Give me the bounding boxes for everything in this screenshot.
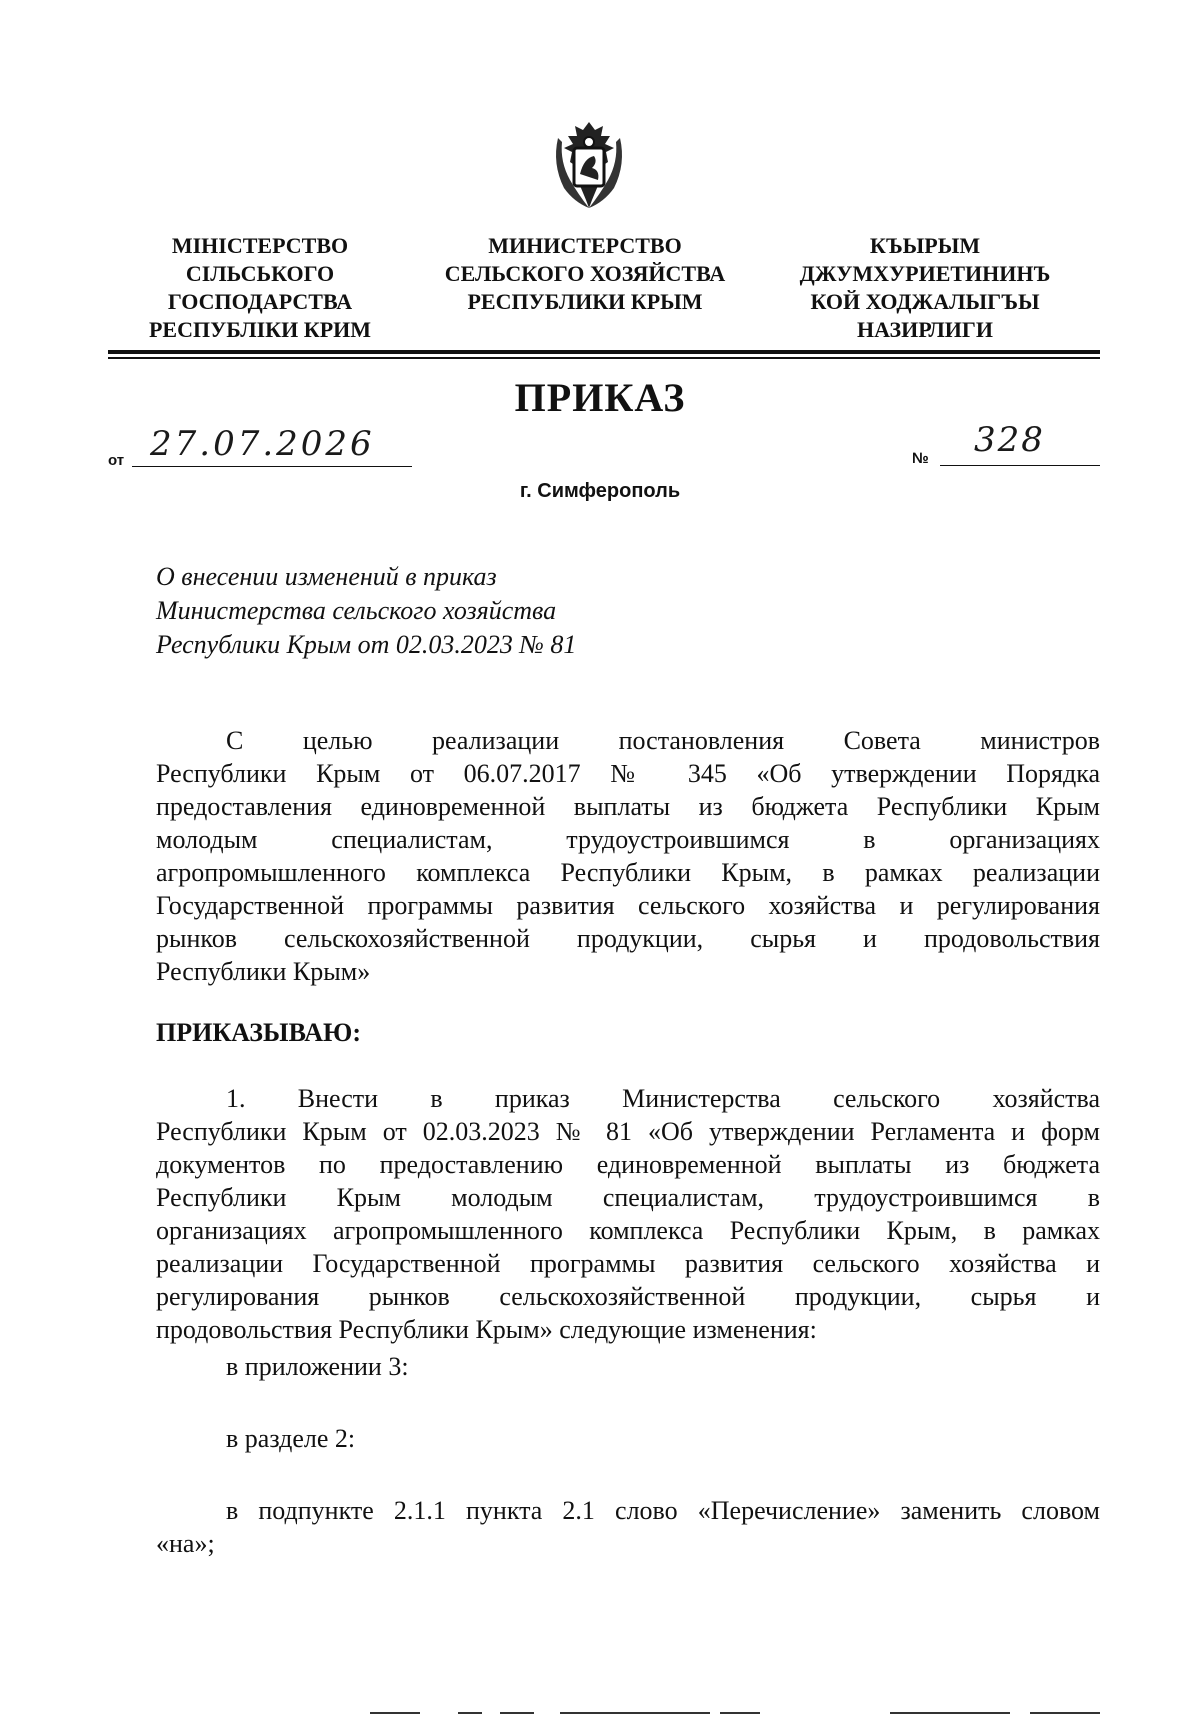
- header-line: КОЙ ХОДЖАЛЫГЪЫ: [810, 289, 1040, 314]
- header-ukrainian: [120, 232, 400, 344]
- document-title: ПРИКАЗ: [514, 375, 686, 420]
- header-line: РЕСПУБЛИКИ КРЫМ: [467, 289, 703, 314]
- subject-line: О внесении изменений в приказ: [156, 562, 497, 591]
- paragraph-line: реализации Государственной программы развития сельского хозяйства и: [156, 1249, 1100, 1278]
- subject-line: Республики Крым от 02.03.2023 № 81: [156, 630, 577, 659]
- city: г. Симферополь: [519, 480, 681, 502]
- header-line: НАЗИРЛИГИ: [857, 317, 993, 342]
- header-line: ГОСПОДАРСТВА: [167, 289, 353, 314]
- paragraph-line: Республики Крым»: [156, 957, 371, 986]
- paragraph-line: рынков сельскохозяйственной продукции, сырья и продовольствия: [156, 924, 1100, 953]
- header-divider-thick: [108, 350, 1100, 354]
- annex-line: в приложении 3:: [226, 1352, 409, 1381]
- paragraph-line: продовольствия Республики Крым» следующие изменения:: [156, 1315, 817, 1344]
- header-line: ДЖУМХУРИЕТИНИНЪ: [799, 261, 1051, 286]
- header-line: КЪЫРЫМ: [869, 233, 981, 258]
- paragraph-line: С целью реализации постановления Совета министров: [226, 726, 1100, 755]
- paragraph-line: «на»;: [156, 1529, 215, 1558]
- header-line: РЕСПУБЛІКИ КРИМ: [148, 317, 372, 342]
- crimea-coat-of-arms-icon: [548, 118, 630, 210]
- date-handwritten: 27.07.2026: [150, 424, 375, 464]
- header-line: СІЛЬСЬКОГО: [185, 261, 335, 286]
- header-crimean-tatar: [770, 232, 1080, 344]
- header-line: МИНИСТЕРСТВО: [488, 233, 682, 258]
- scan-artifact-lines: [370, 1712, 1100, 1716]
- paragraph-line: Республики Крым от 02.03.2023 № 81 «Об утверждении Регламента и форм: [156, 1117, 1100, 1146]
- paragraph-line: Республики Крым молодым специалистам, трудоустроившимся в: [156, 1183, 1100, 1212]
- paragraph-line: Государственной программы развития сельского хозяйства и регулирования: [156, 891, 1100, 920]
- item-1-paragraph: [156, 1082, 1100, 1346]
- section-line: в разделе 2:: [226, 1424, 356, 1453]
- paragraph-line: регулирования рынков сельскохозяйственной продукции, сырья и: [156, 1282, 1100, 1311]
- paragraph-line: в подпункте 2.1.1 пункта 2.1 слово «Перечисление» заменить словом: [226, 1496, 1100, 1525]
- paragraph-line: документов по предоставлению единовременной выплаты из бюджета: [156, 1150, 1100, 1179]
- order-heading: ПРИКАЗЫВАЮ:: [156, 1018, 361, 1047]
- paragraph-line: агропромышленного комплекса Республики Крым, в рамках реализации: [156, 858, 1100, 887]
- document-subject: [156, 560, 576, 662]
- date-label: от: [108, 452, 125, 469]
- paragraph-line: 1. Внести в приказ Министерства сельского хозяйства: [226, 1084, 1100, 1113]
- subject-line: Министерства сельского хозяйства: [156, 596, 557, 625]
- preamble-paragraph: [156, 724, 1100, 988]
- header-divider-thin: [108, 357, 1100, 359]
- number-handwritten: 328: [974, 420, 1045, 460]
- header-russian: [420, 232, 750, 316]
- paragraph-line: Республики Крым от 06.07.2017 № 345 «Об утверждении Порядка: [156, 759, 1100, 788]
- paragraph-line: предоставления единовременной выплаты из бюджета Республики Крым: [156, 792, 1100, 821]
- number-label: №: [912, 450, 929, 467]
- number-underline: [940, 465, 1100, 466]
- paragraph-line: молодым специалистам, трудоустроившимся в организациях: [156, 825, 1100, 854]
- paragraph-line: организациях агропромышленного комплекса Республики Крым, в рамках: [156, 1216, 1100, 1245]
- date-underline: [132, 466, 412, 467]
- header-line: МІНІСТЕРСТВО: [171, 233, 349, 258]
- subitem-paragraph: [156, 1494, 1100, 1560]
- header-line: СЕЛЬСКОГО ХОЗЯЙСТВА: [444, 261, 726, 286]
